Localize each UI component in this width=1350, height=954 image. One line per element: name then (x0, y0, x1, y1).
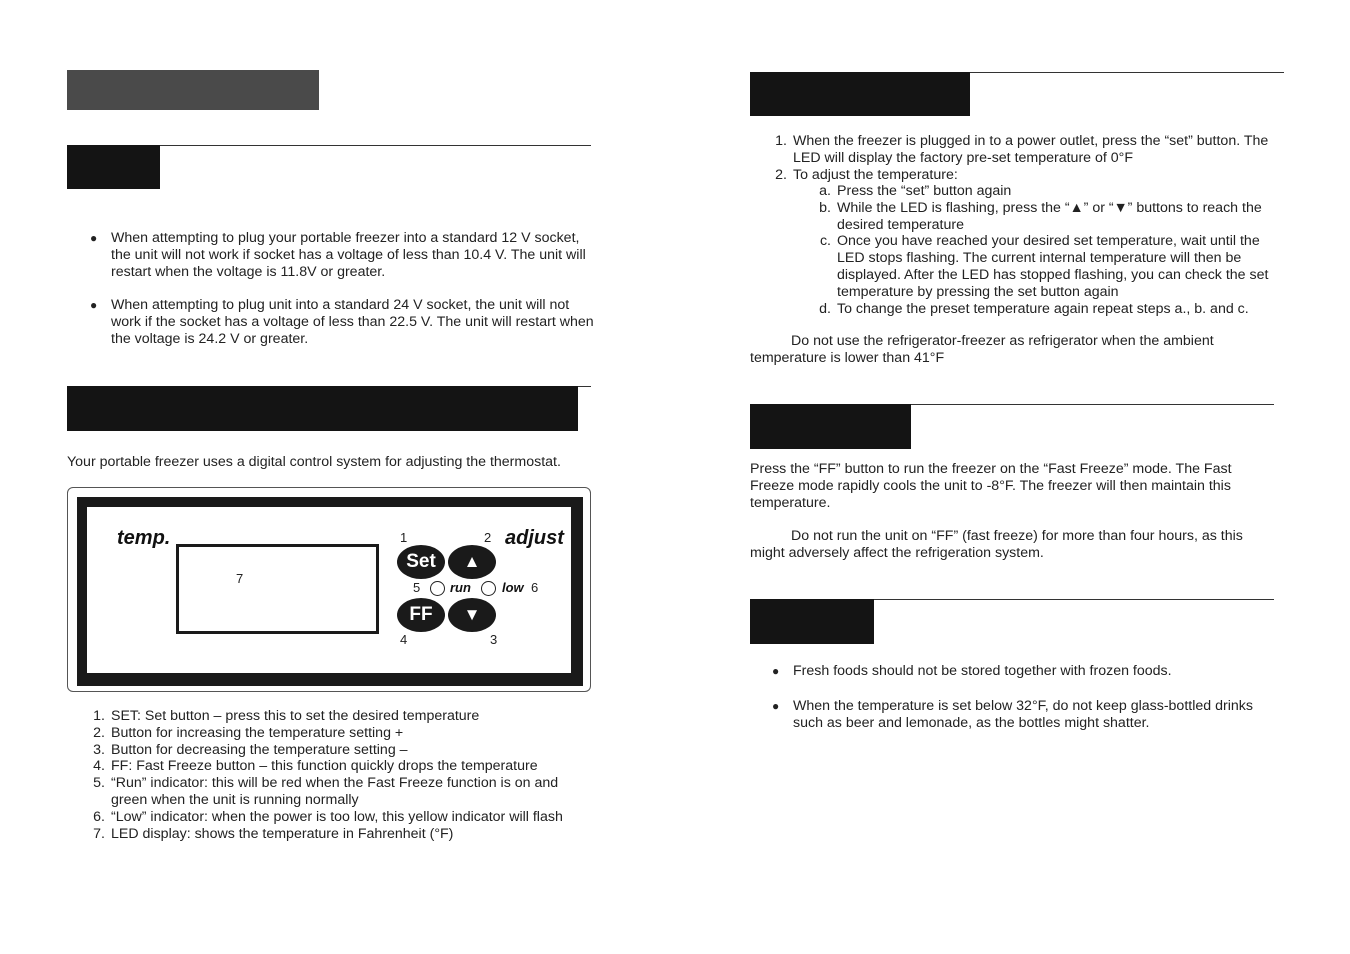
callout-5: 5 (413, 580, 421, 595)
page-heading-bar (67, 70, 319, 110)
list-item: 5. “Run” indicator: this will be red when the Fast Freeze function is on and green when the unit is running normally (93, 775, 559, 808)
temp-label: temp. (117, 527, 171, 549)
bullet-icon: ● (772, 698, 780, 713)
callout-4: 4 (400, 632, 408, 647)
list-item: d. To change the preset temperature again repeat steps a., b. and c. (819, 300, 1249, 317)
section-header-rule (911, 404, 1274, 405)
bullet-icon: ● (772, 664, 780, 678)
list-item: ● When the temperature is set below 32°F, do not keep glass-bottled drinks such as beer and lemonade, as the bottles might shatter. (772, 697, 1253, 731)
list-item: a. Press the “set” button again (819, 183, 1012, 199)
callout-2: 2 (484, 530, 492, 545)
run-indicator-label: run (450, 580, 471, 595)
bullet-icon: ● (90, 298, 98, 313)
temperature-steps-list (775, 133, 1273, 183)
fast-freeze-note: Do not run the unit on “FF” (fast freeze) for more than four hours, as this might adversely affect the refrigeration system. (750, 528, 1243, 561)
list-item: ● When attempting to plug your portable freezer into a standard 12 V socket, the unit will not work if socket has a voltage of less than 10.4 V. The unit will restart when the voltage is 11.8V or greater. (90, 230, 586, 280)
list-item: ● Fresh foods should not be stored together with frozen foods. (772, 663, 1172, 679)
list-item: 2. To adjust the temperature: (775, 166, 958, 183)
low-indicator-label: low (502, 580, 524, 595)
list-item: 1. SET: Set button – press this to set the desired temperature (93, 708, 480, 724)
fast-freeze-paragraph: Press the “FF” button to run the freezer on the “Fast Freeze” mode. The Fast Freeze mode rapidly cools the unit to -8°F. The freezer will then maintain this temperature. (750, 461, 1232, 511)
adjust-label: adjust (505, 527, 564, 549)
section-header-rule (874, 599, 1274, 600)
section-header-bar-control (67, 386, 578, 431)
ff-button: FF (397, 598, 445, 632)
panel-legend-list (93, 708, 589, 842)
callout-1: 1 (400, 530, 408, 545)
low-indicator-led (481, 581, 496, 596)
callout-7: 7 (236, 571, 244, 586)
list-item: 4. FF: Fast Freeze button – this function quickly drops the temperature (93, 758, 538, 775)
list-item: ● When attempting to plug unit into a standard 24 V socket, the unit will not work if the socket has a voltage of less than 22.5 V. The unit will restart when the voltage is 24.2 V or greater. (90, 297, 594, 347)
temperature-substeps-list (819, 183, 1277, 317)
list-item: b. While the LED is flashing, press the “▲” or “▼” buttons to reach the desired temperature (819, 199, 1262, 233)
list-item: 6. “Low” indicator: when the power is too low, this yellow indicator will flash (93, 808, 563, 825)
led-display (176, 544, 379, 634)
set-button: Set (397, 545, 445, 579)
section-header-rule (578, 386, 591, 387)
voltage-bullet-list (90, 230, 595, 348)
run-indicator-led (430, 581, 445, 596)
ambient-temperature-note: Do not use the refrigerator-freezer as refrigerator when the ambient temperature is lower than 41°F (750, 333, 1214, 366)
section-header-bar-fast-freeze (750, 404, 911, 449)
list-item: c. Once you have reached your desired set temperature, wait until the LED stops flashing. The current internal temperature will then be displayed. After the LED has stopped flashing, you can check the set temperature by pressing the set button again (819, 233, 1269, 300)
list-item: 3. Button for decreasing the temperature setting – (93, 741, 408, 758)
section-header-rule (160, 145, 591, 146)
list-item: 1. When the freezer is plugged in to a power outlet, press the “set” button. The LED will display the factory pre-set temperature of 0°F (775, 133, 1269, 166)
section-header-bar-storage (750, 599, 874, 644)
section-header-rule (970, 72, 1284, 73)
bullet-icon: ● (90, 231, 98, 245)
section-header-bar-temperature (750, 72, 970, 116)
callout-3: 3 (490, 632, 498, 647)
storage-bullet-list (772, 663, 1275, 731)
control-intro: Your portable freezer uses a digital control system for adjusting the thermostat. (67, 454, 561, 470)
list-item: 2. Button for increasing the temperature setting + (93, 724, 404, 741)
down-arrow-icon: ▼ (448, 598, 496, 632)
up-arrow-icon: ▲ (448, 545, 496, 579)
callout-6: 6 (531, 580, 539, 595)
section-header-bar-voltage (67, 145, 160, 189)
list-item: 7. LED display: shows the temperature in Fahrenheit (°F) (93, 825, 454, 842)
